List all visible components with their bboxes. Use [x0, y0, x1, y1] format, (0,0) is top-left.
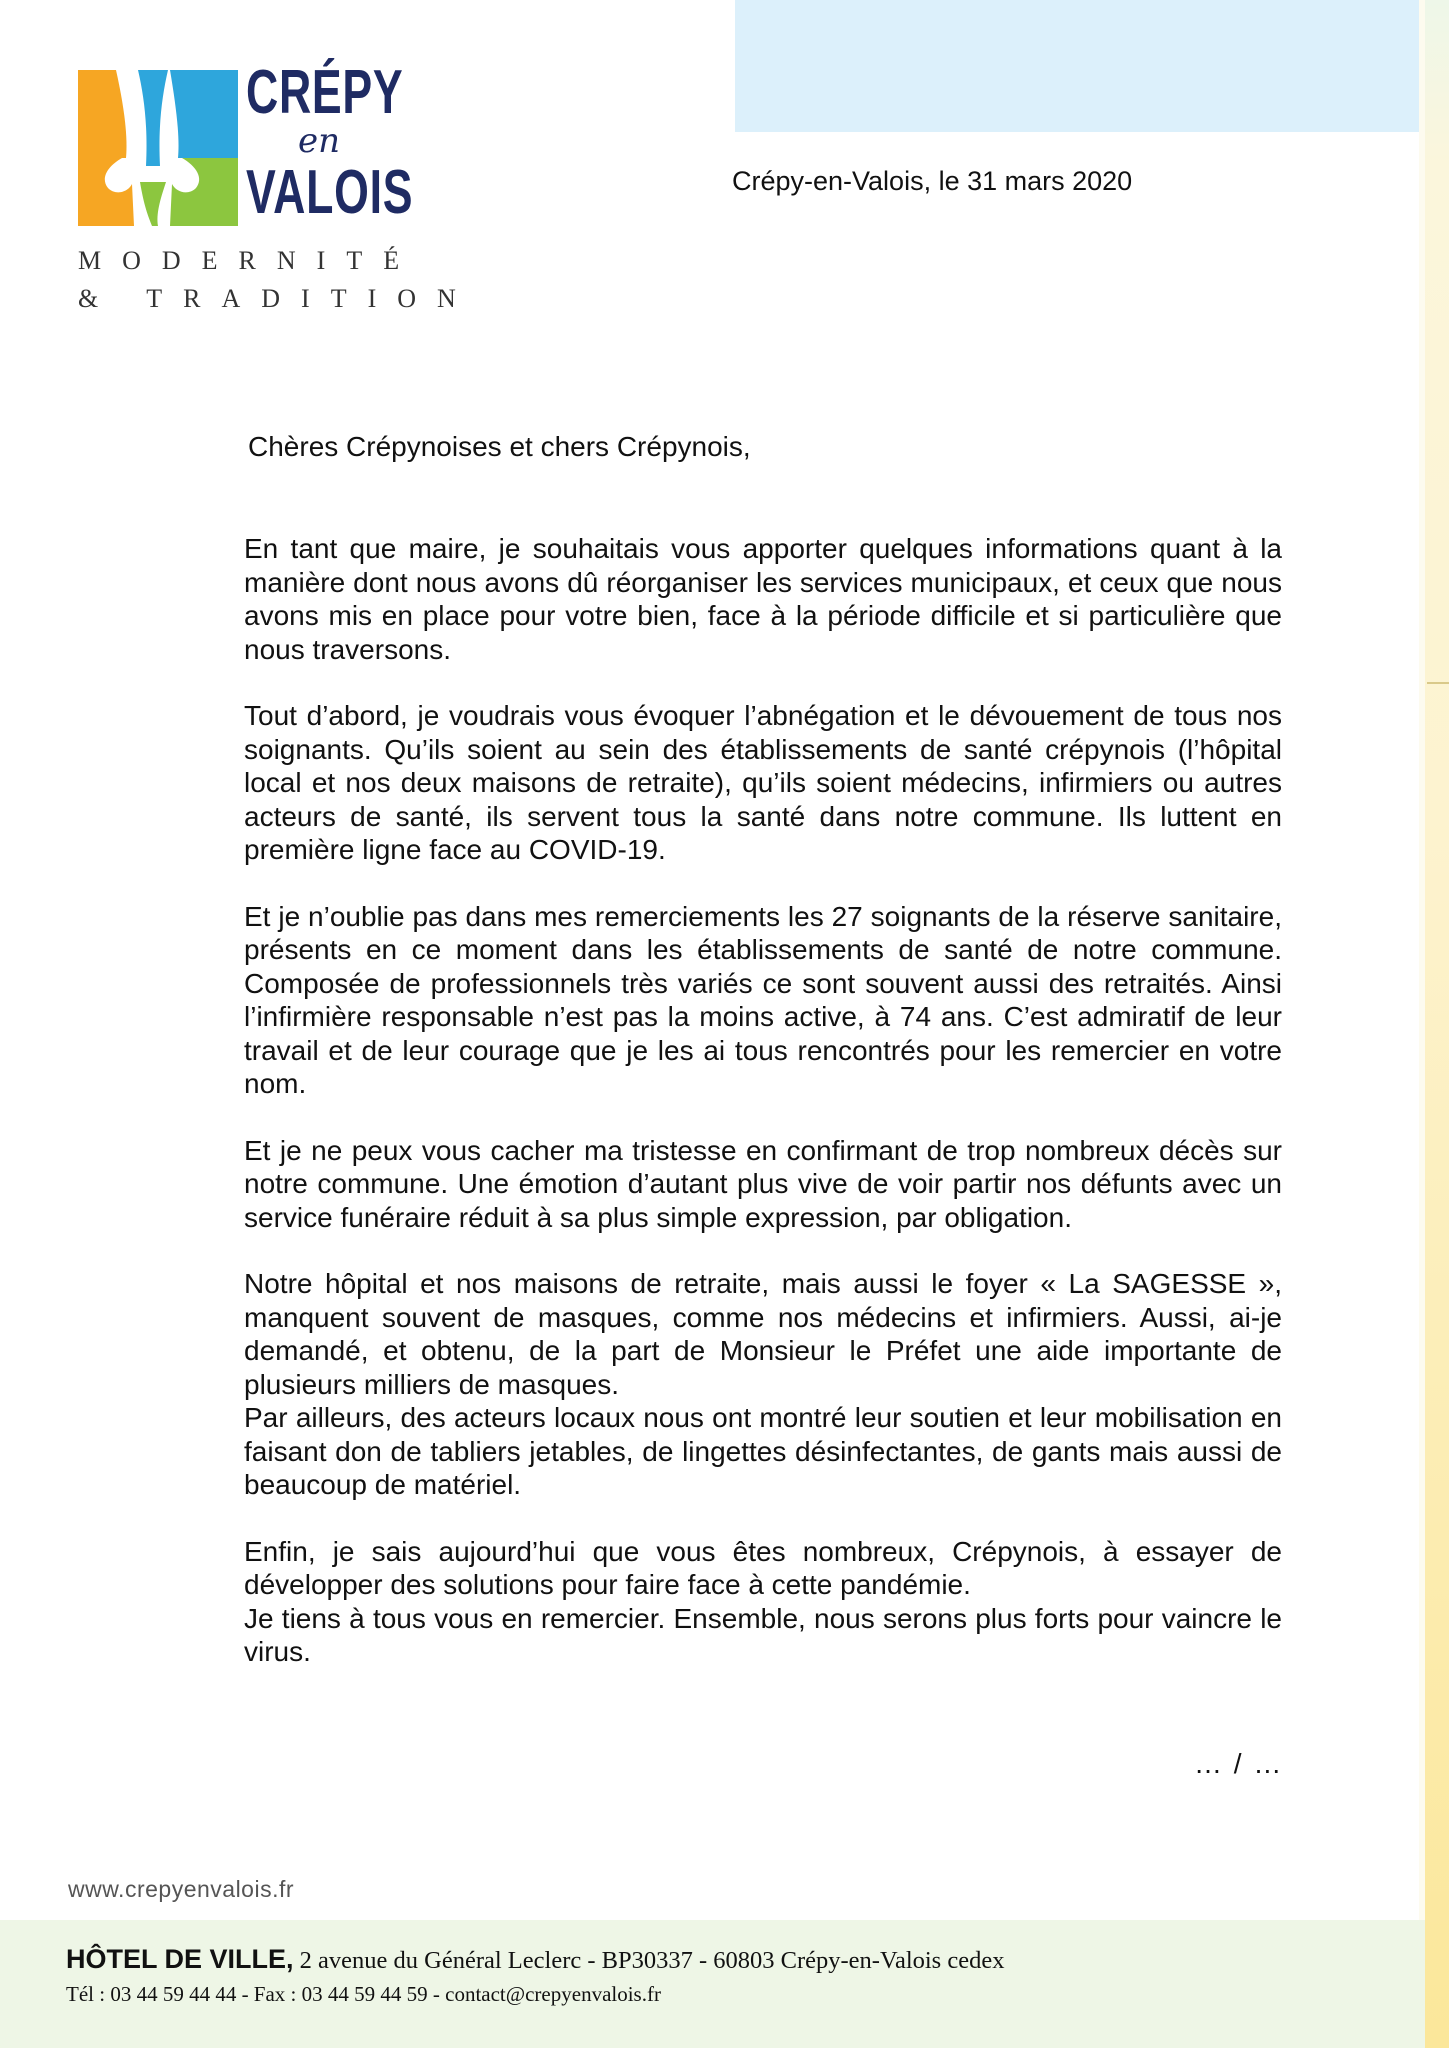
paragraph: Je tiens à tous vous en remercier. Ensemble, nous serons plus forts pour vaincre le virus. — [244, 1602, 1282, 1667]
paragraph: Enfin, je sais aujourd’hui que vous êtes nombreux, Crépynois, à essayer de développer des solutions pour faire face à cette pandémie. — [244, 1535, 1282, 1600]
address-text: 2 avenue du Général Leclerc - BP30337 - 60803 Crépy-en-Valois cedex — [299, 1947, 1005, 1974]
logo-word-top: CRÉPY — [246, 58, 404, 127]
paragraph: Notre hôpital et nos maisons de retraite, mais aussi le foyer « La SAGESSE », manquent souvent de masques, comme nos médecins et infirmiers. Aussi, ai-je demandé, et obtenu, de la part de Monsieur le Préfet une aide importante de plusieurs milliers de masques. — [244, 1268, 1282, 1400]
city-logo — [78, 58, 477, 316]
tagline-line-1: MODERNITÉ — [78, 246, 421, 275]
continued-marker: … / … — [1194, 1748, 1284, 1779]
logo-word-bottom: VALOIS — [246, 158, 414, 227]
paragraph: Tout d’abord, je voudrais vous évoquer l’abnégation et le dévouement de tous nos soignants. Qu’ils soient au sein des établissements de santé crépynois (l’hôpital local et nos deux maisons de retraite), qu’ils soient médecins, infirmiers ou autres acteurs de santé, ils servent tous la santé dans notre commune. Ils luttent en première ligne face au COVID-19. — [244, 700, 1282, 865]
letter-date: Crépy-en-Valois, le 31 mars 2020 — [732, 166, 1133, 196]
logo-word-mid: en — [298, 121, 341, 161]
paragraph: En tant que maire, je souhaitais vous apporter quelques informations quant à la manière dont nous avons dû réorganiser les services municipaux, et ceux que nous avons mis en place pour votre bien, face à la période difficile et si particulière que nous traversons. — [244, 533, 1282, 665]
paragraph: Et je n’oublie pas dans mes remerciements les 27 soignants de la réserve sanitaire, présents en ce moment dans les établissements de santé de notre commune. Composée de professionnels très variés ce sont souvent aussi des retraités. Ainsi l’infirmière responsable n’est pas la moins active, à 74 ans. C’est admiratif de leur travail et de leur courage que je les ai tous rencontrés pour les remercier en votre nom. — [244, 900, 1282, 1099]
fold-mark — [1427, 682, 1449, 684]
letter-salutation: Chères Crépynoises et chers Crépynois, — [248, 431, 751, 462]
town-hall-label: HÔTEL DE VILLE, — [66, 1944, 294, 1974]
tagline-line-2: & TRADITION — [78, 284, 477, 313]
paragraph: Et je ne peux vous cacher ma tristesse en confirmant de trop nombreux décès sur notre commune. Une émotion d’autant plus vive de voir partir nos défunts avec un service funéraire réduit à sa plus simple expression, par obligation. — [244, 1134, 1282, 1233]
fleur-de-lis-emblem-icon — [78, 66, 238, 226]
logo-tagline — [78, 242, 477, 318]
header-color-band — [735, 0, 1425, 132]
footer-contact: Tél : 03 44 59 44 44 - Fax : 03 44 59 44 59 - contact@crepyenvalois.fr — [66, 1982, 661, 2006]
website-link[interactable]: www.crepyenvalois.fr — [68, 1876, 295, 1902]
letter-body — [244, 532, 1282, 1702]
footer-address — [66, 1944, 1004, 1975]
paragraph: Par ailleurs, des acteurs locaux nous ont montré leur soutien et leur mobilisation en faisant don de tabliers jetables, de lingettes désinfectantes, de gants mais aussi de beaucoup de matériel. — [244, 1402, 1282, 1500]
right-color-strip — [1425, 0, 1449, 2048]
